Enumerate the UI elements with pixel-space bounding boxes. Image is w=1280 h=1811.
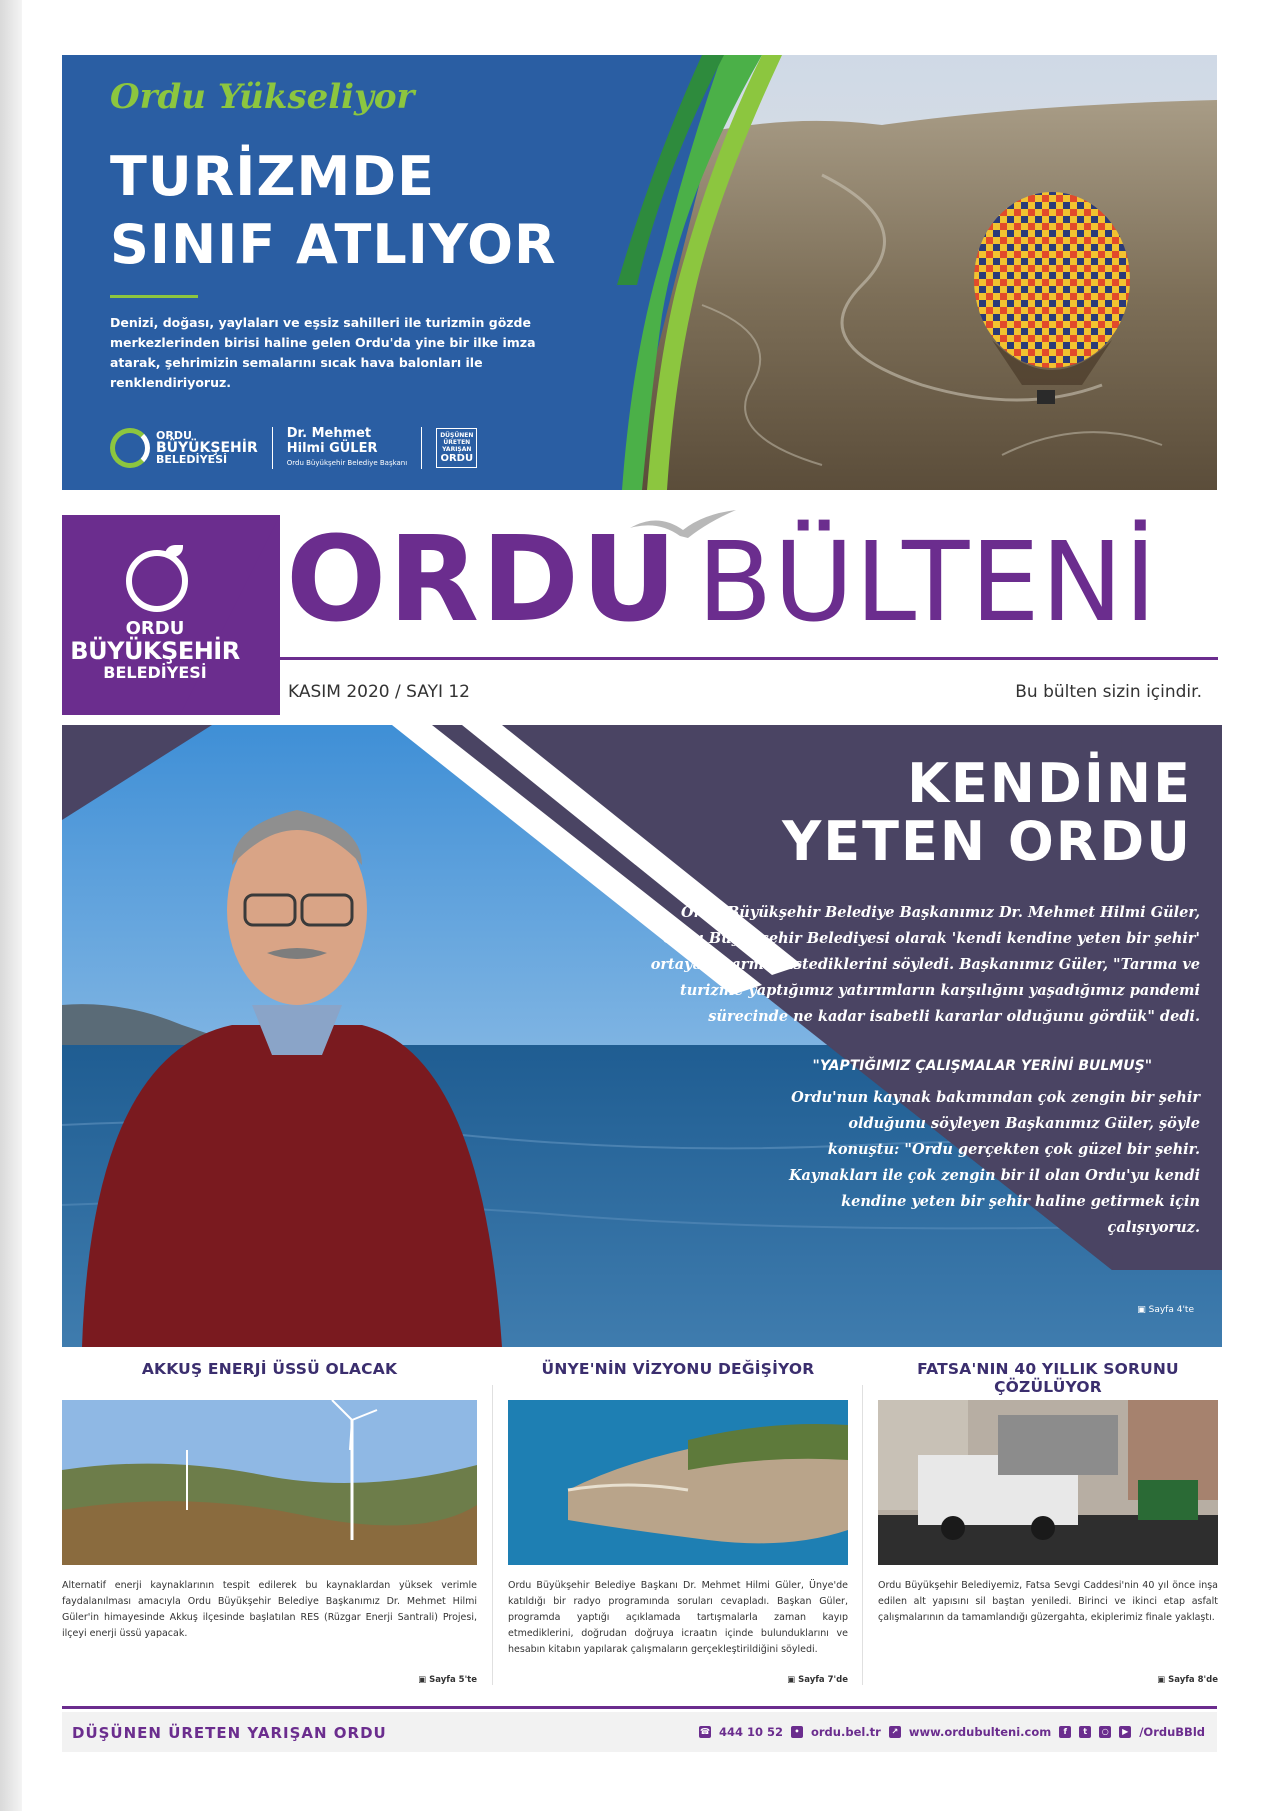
masthead-motto: Bu bülten sizin içindir. xyxy=(1015,682,1202,702)
article-page-ref-label: Sayfa 8'de xyxy=(1168,1675,1218,1685)
banner-headline xyxy=(110,143,630,279)
hero-page-ref[interactable]: ▣ Sayfa 4'te xyxy=(1137,1305,1194,1315)
hero-story[interactable] xyxy=(62,725,1222,1347)
municipality-ring-icon xyxy=(126,550,188,612)
youtube-icon[interactable]: ▶ xyxy=(1119,1726,1131,1738)
twitter-icon[interactable]: t xyxy=(1079,1726,1091,1738)
article-text: Ordu Büyükşehir Belediyemiz, Fatsa Sevgi Caddesi'nin 40 yıl önce inşa edilen alt yapısını sil baştan yeniledi. Birinci ve ikinci etap asfalt çalışmalarının da tamamlandığı güzergahta, ekiplerimiz finale yaklaştı. xyxy=(878,1580,1218,1623)
masthead-logo-block-slant xyxy=(180,515,280,715)
issue-info: KASIM 2020 / SAYI 12 xyxy=(288,682,471,702)
hero-headline-line2: YETEN ORDU xyxy=(782,810,1192,873)
footer-slogan: DÜŞÜNEN ÜRETEN YARIŞAN ORDU xyxy=(72,1724,387,1742)
facebook-icon[interactable]: f xyxy=(1059,1726,1071,1738)
hero-page-ref-label: Sayfa 4'te xyxy=(1148,1305,1194,1315)
footer xyxy=(62,1712,1217,1752)
page-shadow-edge xyxy=(0,0,22,1811)
article-page-ref[interactable]: ▣ Sayfa 7'de xyxy=(787,1675,848,1685)
footer-social-handle[interactable]: /OrduBBld xyxy=(1139,1725,1205,1739)
article-akkus[interactable] xyxy=(62,1360,477,1685)
phone-icon: ☎ xyxy=(699,1727,710,1736)
hero-headline xyxy=(632,752,1192,873)
mayor-name-line2: Hilmi GÜLER xyxy=(286,440,378,456)
motto-line2: ÜRETEN xyxy=(443,439,471,446)
banner-text: Denizi, doğası, yaylaları ve eşsiz sahilleri ile turizmin gözde merkezlerinden birisi haline gelen Ordu'da yine bir ilke imza atarak, şehrimizin semalarını sıcak hava balonları ile renklendiriyoruz. xyxy=(110,315,536,390)
wind-turbine-photo xyxy=(62,1400,477,1565)
tourism-banner[interactable] xyxy=(62,55,1217,490)
motto-badge xyxy=(436,428,477,468)
logo-separator xyxy=(421,427,422,469)
footer-site-1[interactable]: ordu.bel.tr xyxy=(810,1725,881,1739)
article-page-ref-label: Sayfa 7'de xyxy=(798,1675,848,1685)
footer-phone[interactable]: 444 10 52 xyxy=(718,1725,783,1739)
footer-site-2[interactable]: www.ordubulteni.com xyxy=(908,1725,1052,1739)
municipality-logo xyxy=(110,428,258,468)
masthead-org-line3: BELEDİYESİ xyxy=(103,663,207,682)
banner-logo-strip xyxy=(110,423,477,473)
mayor-title: Ordu Büyükşehir Belediye Başkanı xyxy=(286,458,408,467)
motto-line3: YARIŞAN xyxy=(442,446,472,453)
logo-org-line3: BELEDİYESİ xyxy=(156,453,228,466)
article-title: FATSA'NIN 40 YILLIK SORUNU ÇÖZÜLÜYOR xyxy=(917,1360,1179,1396)
article-title: AKKUŞ ENERJİ ÜSSÜ OLACAK xyxy=(141,1360,398,1378)
article-unye[interactable] xyxy=(508,1360,848,1685)
hero-body-text: Ordu Büyükşehir Belediye Başkanımız Dr. Mehmet Hilmi Güler, Ordu Büyükşehir Belediyesi olarak 'kendi kendine yeten bir şehir' ortaya çıkarmak istediklerini söyledi. Başkanımız Güler, "Tarıma ve turizme yaptığımız yatırımların karşılığını yaşadığımız pandemi sürecinde ne kadar isabetli kararlar olduğunu gördük" dedi. xyxy=(650,904,1200,1025)
web-icon: • xyxy=(791,1726,803,1738)
logo-separator xyxy=(272,427,273,469)
newsletter-title-ordu: ORDU xyxy=(286,510,679,648)
article-page-ref[interactable]: ▣ Sayfa 5'te xyxy=(418,1675,477,1685)
masthead-org-name xyxy=(70,618,240,684)
column-divider xyxy=(862,1385,863,1685)
banner-headline-line2: SINIF ATLIYOR xyxy=(110,213,557,276)
instagram-icon[interactable]: ○ xyxy=(1099,1726,1111,1738)
mayor-signature xyxy=(287,426,407,471)
article-page-ref-label: Sayfa 5'te xyxy=(429,1675,477,1685)
newsletter-title-bulteni: BÜLTENİ xyxy=(696,518,1158,646)
banner-slogan: Ordu Yükseliyor xyxy=(110,77,415,117)
masthead-org-line1: ORDU xyxy=(125,618,185,639)
motto-line4: ORDU xyxy=(440,453,474,464)
hero-headline-line1: KENDİNE xyxy=(907,752,1192,815)
footer-rule xyxy=(62,1706,1217,1709)
hero-body-text-2: Ordu'nun kaynak bakımından çok zengin bir şehir olduğunu söyleyen Başkanımız Güler, şöyle konuştu: "Ordu gerçekten çok güzel bir şehir. Kaynakları ile çok zengin bir il olan Ordu'yu kendi kendine yeten bir şehir haline getirmek için çalışıyoruz. xyxy=(788,1089,1200,1236)
article-page-ref[interactable]: ▣ Sayfa 8'de xyxy=(1157,1675,1218,1685)
masthead-rule xyxy=(268,657,1218,660)
newsletter-title xyxy=(286,510,1158,650)
link-icon: ↗ xyxy=(889,1726,901,1738)
logo-org-line2: BÜYÜKŞEHİR xyxy=(156,440,258,456)
mayor-name-line1: Dr. Mehmet xyxy=(286,425,372,441)
article-fatsa[interactable] xyxy=(878,1360,1218,1685)
banner-headline-line1: TURİZMDE xyxy=(110,145,435,208)
hero-subheading: "YAPTIĞIMIZ ÇALIŞMALAR YERİNİ BULMUŞ" xyxy=(812,1058,1152,1074)
article-text: Ordu Büyükşehir Belediye Başkanı Dr. Mehmet Hilmi Güler, Ünye'de katıldığı bir radyo programında soruları cevapladı. Başkan Güler, programda yaptığı açıklamada tartışmalarla zaman kayıp etmediklerini, doğrudan doğruya icraatın içinde bulunduklarını ve hesabın kitabın yapılarak çalışmaların gerçekleştirildiğini söyledi. xyxy=(508,1580,848,1655)
article-title: ÜNYE'NİN VİZYONU DEĞİŞİYOR xyxy=(541,1360,815,1378)
masthead-org-line2: BÜYÜKŞEHİR xyxy=(70,637,240,665)
column-divider xyxy=(492,1385,493,1685)
footer-contacts xyxy=(699,1725,1205,1739)
asphalt-works-photo xyxy=(878,1400,1218,1565)
motto-line1: DÜŞÜNEN xyxy=(440,432,474,439)
article-text: Alternatif enerji kaynaklarının tespit edilerek bu kaynaklardan yüksek verimle faydalanılması amacıyla Ordu Büyükşehir Belediye Başkanımız Dr. Mehmet Hilmi Güler'in himayesinde Akkuş ilçesinde başlatılan RES (Rüzgar Enerji Santrali) Projesi, ilçeyi enerji üssü yapacak. xyxy=(62,1580,477,1639)
unye-aerial-photo xyxy=(508,1400,848,1565)
municipality-ring-icon xyxy=(110,428,150,468)
logo-org-line1: ORDU xyxy=(156,429,192,442)
banner-divider xyxy=(110,295,198,298)
